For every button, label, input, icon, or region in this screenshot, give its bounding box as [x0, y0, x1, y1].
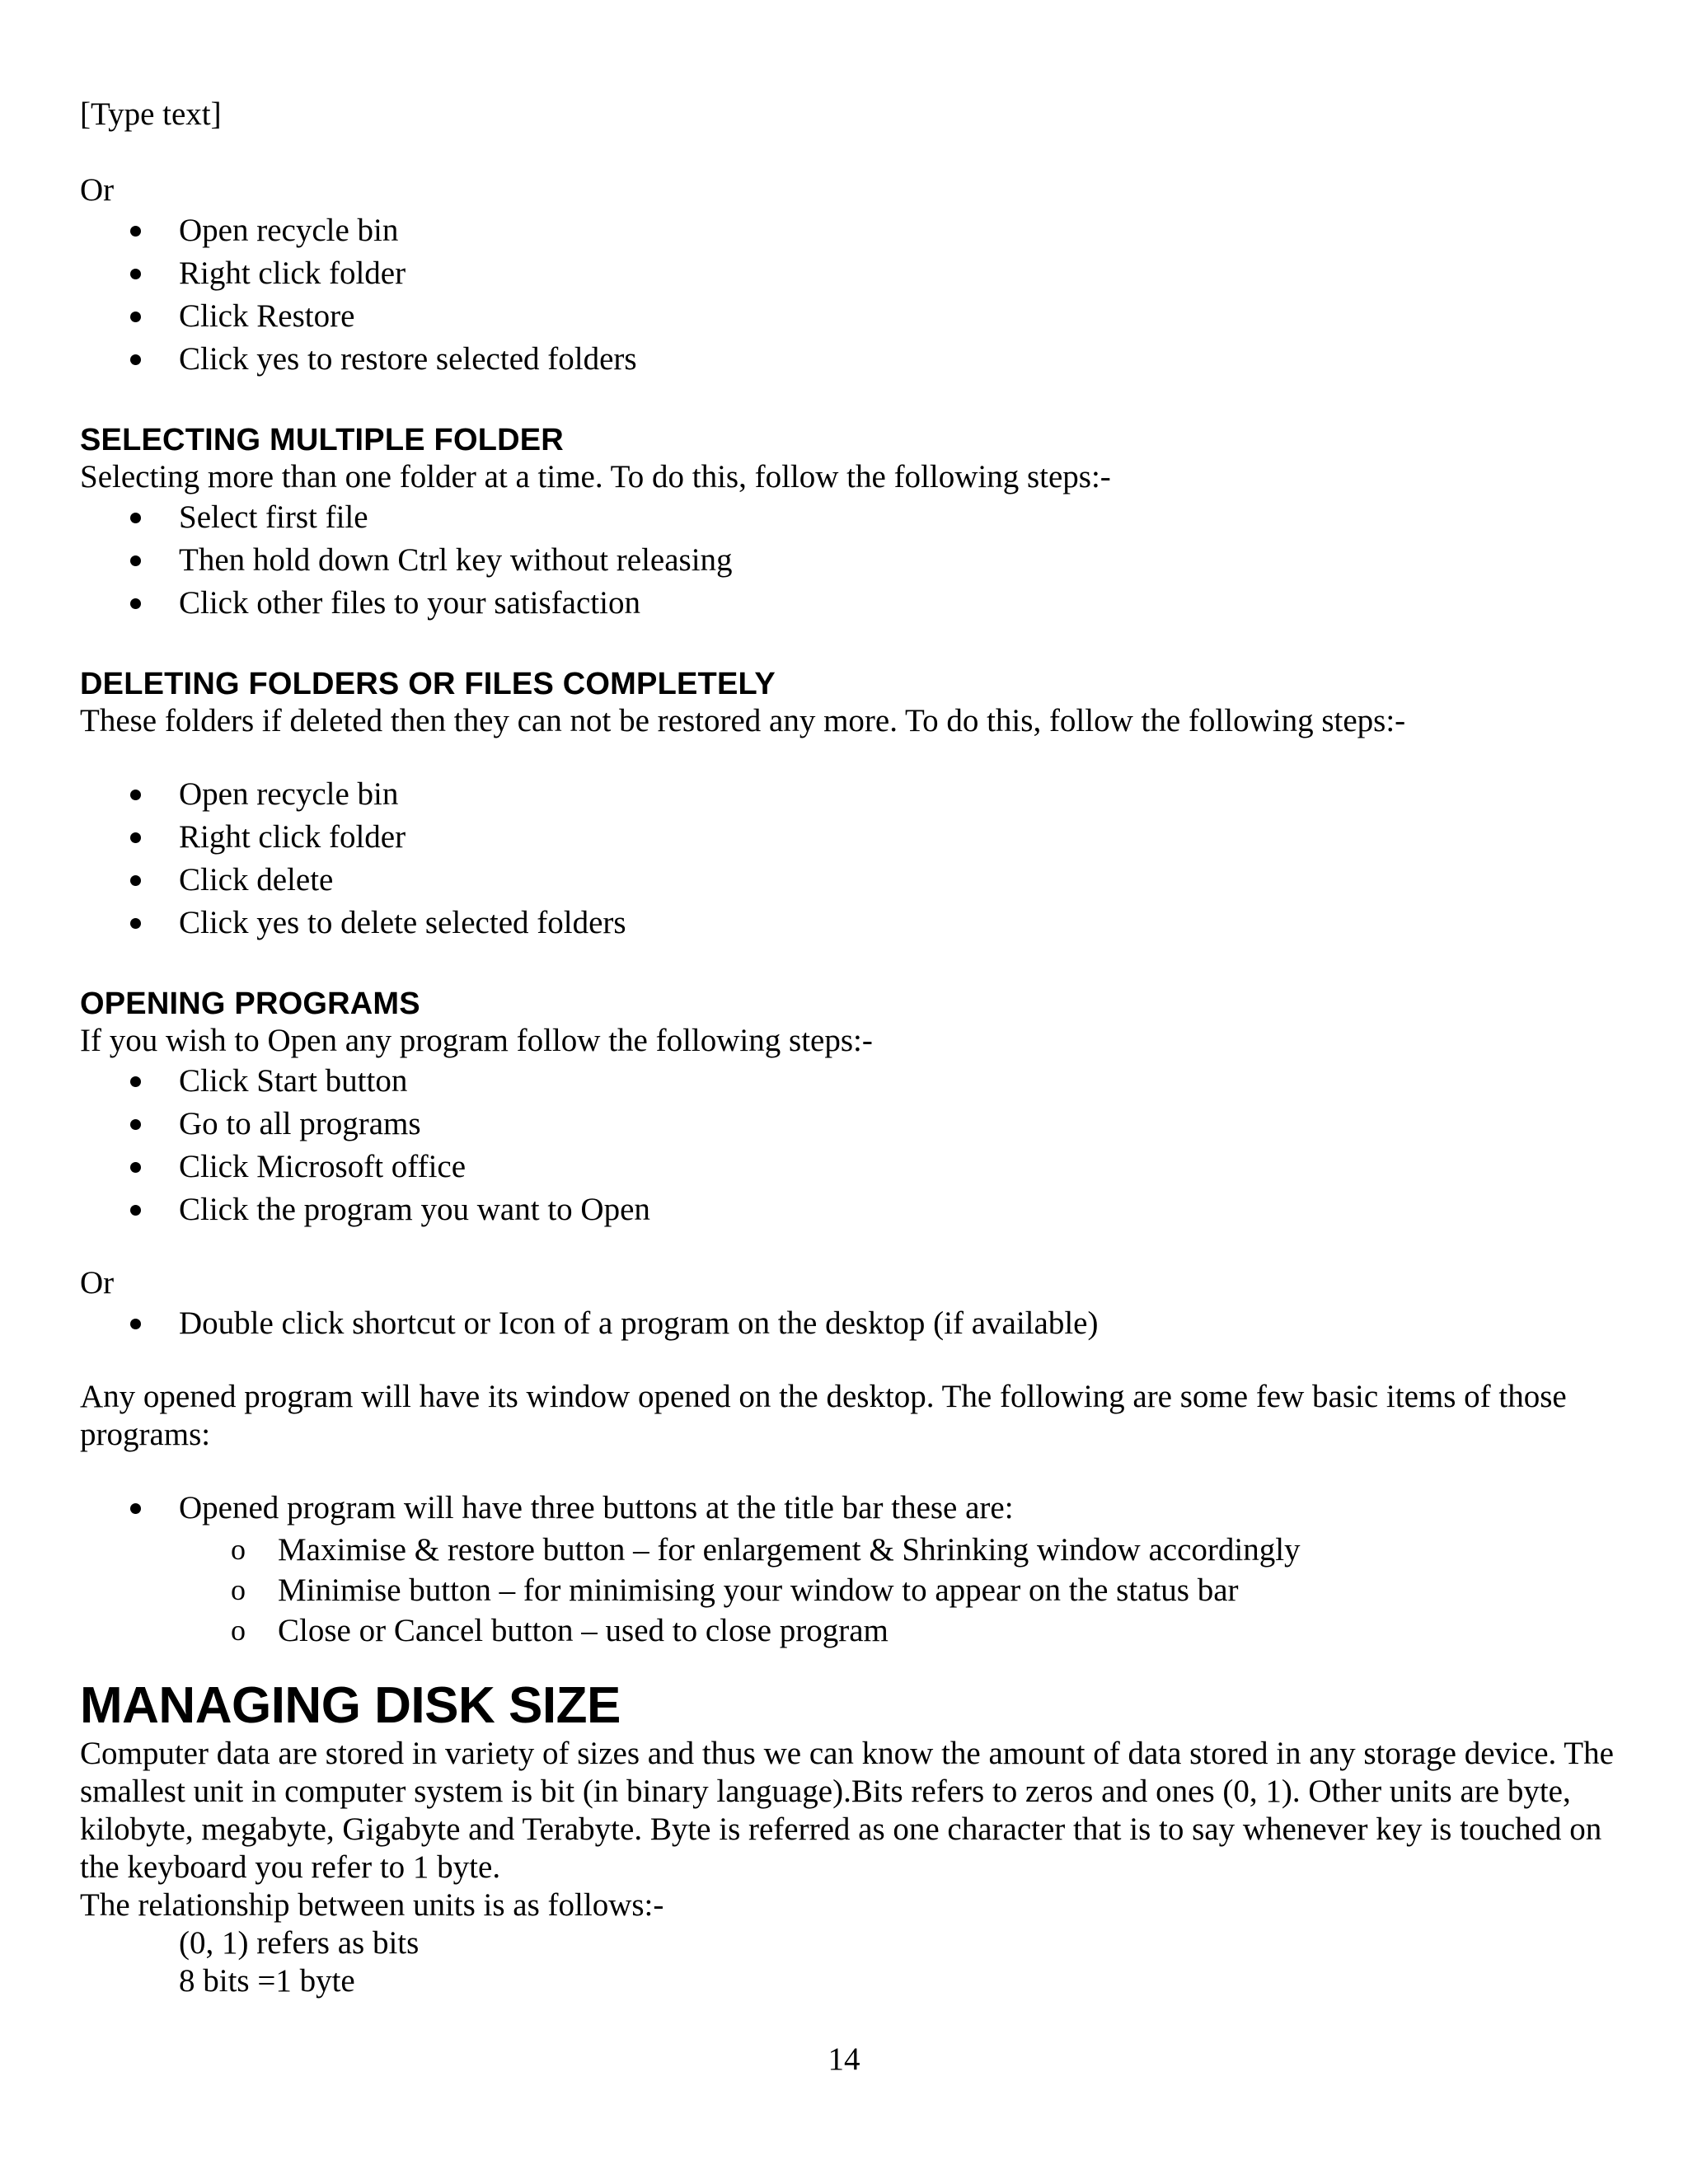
list-item: o Maximise & restore button – for enlargement & Shrinking window accordingly: [80, 1530, 1629, 1570]
alt-steps-list: [80, 1302, 1629, 1345]
disk-paragraph: Computer data are stored in variety of sizes and thus we can know the amount of data stored in any storage device. The smallest unit in computer system is bit (in binary language).Bits refers to zeros and ones (0, 1). Other units are byte, kilobyte, megabyte, Gigabyte and Terabyte. Byte is referred as one character that is to say whenever key is touched on the keyboard you refer to 1 byte.: [80, 1736, 1614, 1885]
circle-bullet-icon: o: [231, 1573, 246, 1606]
section-intro: If you wish to Open any program follow the following steps:-: [80, 1023, 873, 1058]
list-item: Opened program will have three buttons at the title bar these are:: [80, 1487, 1629, 1530]
section-intro: Selecting more than one folder at a time. To do this, follow the following steps:-: [80, 459, 1111, 494]
list-item: Double click shortcut or Icon of a program on the desktop (if available): [80, 1302, 1629, 1345]
bullet-icon: [130, 1162, 141, 1173]
bullet-icon: [130, 832, 141, 843]
window-items-list: [80, 1487, 1629, 1530]
circle-bullet-icon: o: [231, 1614, 246, 1647]
bullet-icon: [130, 269, 141, 279]
list-item: o Close or Cancel button – used to close program: [80, 1610, 1629, 1651]
list-item: Click Restore: [80, 295, 1629, 338]
restore-steps-list: [80, 209, 1629, 381]
circle-bullet-icon: o: [231, 1533, 246, 1566]
window-subitems-list: [80, 1530, 1629, 1651]
spacer: [80, 381, 1629, 422]
relation-line: (0, 1) refers as bits: [179, 1925, 420, 1961]
section-heading-selecting-multiple: SELECTING MULTIPLE FOLDER: [80, 423, 564, 457]
spacer: [80, 1231, 1629, 1264]
relationship-intro: The relationship between units is as follows:-: [80, 1887, 664, 1923]
selecting-steps-list: [80, 496, 1629, 625]
bullet-icon: [130, 555, 141, 566]
section-intro: These folders if deleted then they can not be restored any more. To do this, follow the following steps:-: [80, 703, 1406, 738]
list-item: o Minimise button – for minimising your window to appear on the status bar: [80, 1570, 1629, 1610]
bullet-icon: [130, 918, 141, 929]
list-item: Click yes to delete selected folders: [80, 902, 1629, 944]
list-item: Select first file: [80, 496, 1629, 539]
window-intro: Any opened program will have its window opened on the desktop. The following are some few basic items of those programs:: [80, 1379, 1567, 1452]
list-item: Click yes to restore selected folders: [80, 338, 1629, 381]
opening-steps-list: [80, 1060, 1629, 1231]
list-item: Open recycle bin: [80, 209, 1629, 252]
page-header: [Type text]: [80, 96, 222, 132]
spacer: [80, 740, 1629, 773]
bullet-icon: [130, 598, 141, 609]
spacer: [80, 944, 1629, 986]
bullet-icon: [130, 1319, 141, 1329]
bullet-icon: [130, 1503, 141, 1514]
list-item: Click the program you want to Open: [80, 1188, 1629, 1231]
list-item: Click delete: [80, 859, 1629, 902]
list-item: Go to all programs: [80, 1103, 1629, 1146]
bullet-icon: [130, 875, 141, 886]
list-item: Then hold down Ctrl key without releasing: [80, 539, 1629, 582]
bullet-icon: [130, 226, 141, 237]
page-number: 14: [828, 2041, 860, 2077]
document-page: [80, 96, 1629, 2000]
list-item: Click Microsoft office: [80, 1146, 1629, 1188]
spacer: [80, 1454, 1629, 1487]
list-item: Click Start button: [80, 1060, 1629, 1103]
list-item: Right click folder: [80, 252, 1629, 295]
bullet-icon: [130, 312, 141, 322]
section-heading-opening-programs: OPENING PROGRAMS: [80, 987, 420, 1021]
or-label: Or: [80, 172, 115, 208]
relation-line: 8 bits =1 byte: [179, 1963, 355, 1999]
section-heading-managing-disk: MANAGING DISK SIZE: [80, 1677, 621, 1734]
list-item: Click other files to your satisfaction: [80, 582, 1629, 625]
bullet-icon: [130, 1205, 141, 1216]
bullet-icon: [130, 1119, 141, 1130]
bullet-icon: [130, 513, 141, 523]
spacer: [80, 1651, 1629, 1677]
section-heading-deleting: DELETING FOLDERS OR FILES COMPLETELY: [80, 667, 776, 701]
bullet-icon: [130, 790, 141, 800]
list-item: Open recycle bin: [80, 773, 1629, 816]
spacer: [80, 1345, 1629, 1378]
or-label: Or: [80, 1265, 115, 1301]
bullet-icon: [130, 1076, 141, 1087]
list-item: Right click folder: [80, 816, 1629, 859]
bullet-icon: [130, 354, 141, 365]
deleting-steps-list: [80, 773, 1629, 944]
spacer: [80, 625, 1629, 666]
